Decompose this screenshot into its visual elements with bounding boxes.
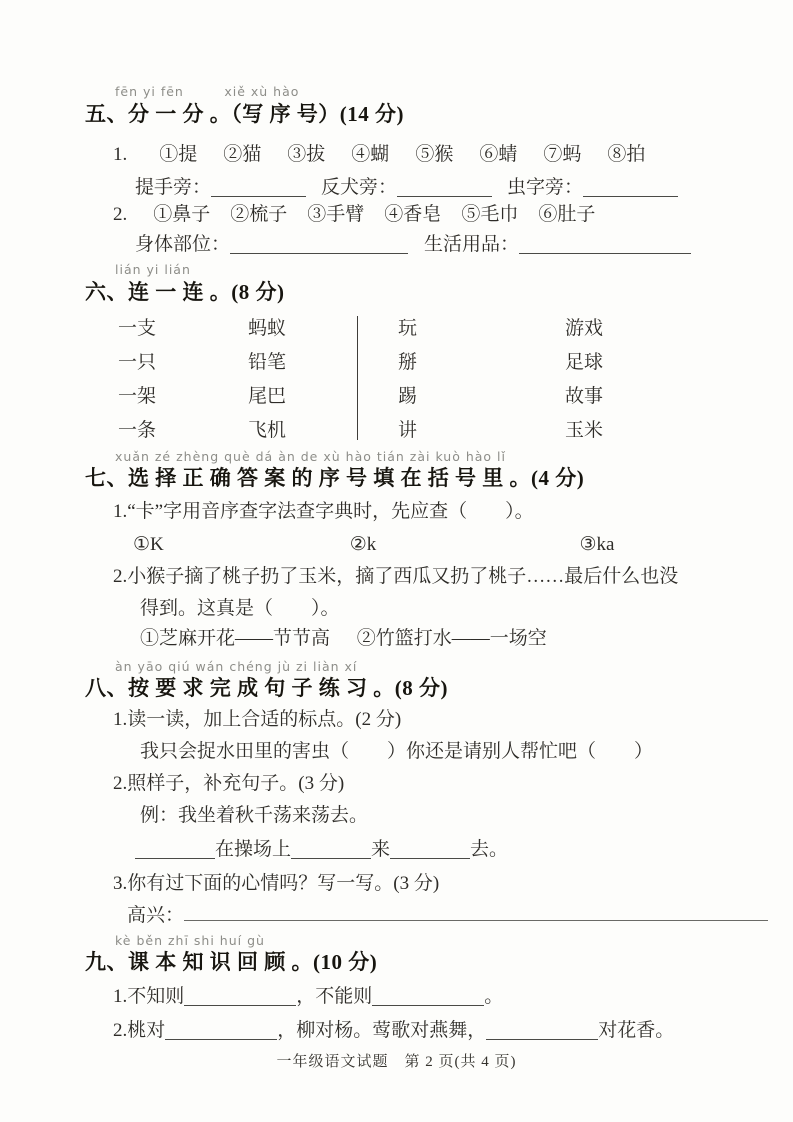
option-2: ②k [349,534,377,555]
sentence-segment: ，不能则 [296,986,373,1007]
char-option: ⑥蜻 [479,144,518,165]
char-option: ③拔 [287,144,326,165]
page-footer: 一年级语文试题 第 2 页(共 4 页) [276,1054,517,1070]
section-6-title: 六、连 一 连 。(8 分) [85,280,285,304]
match-item: 一支 [118,318,157,339]
match-col-objects [565,312,603,448]
answer-blank [372,987,484,1006]
section-8-q2-example: 例：我坐着秋千荡来荡去。 [140,805,369,826]
section-7-q2-options [140,627,547,652]
section-7-q1-options [133,533,614,558]
section-8-q3-answer-line [127,902,768,929]
answer-blank [583,178,678,197]
blank-label: 提手旁： [135,177,212,198]
char-option: ⑦蚂 [543,144,582,165]
blank-label: 生活用品： [424,234,520,255]
emotion-label: 高兴： [127,905,185,926]
match-item: 一架 [118,386,157,407]
char-option: ④蝴 [351,144,390,165]
char-option: ⑤猴 [415,144,454,165]
match-item: 踢 [398,386,418,407]
word-option: ①鼻子 [153,204,211,225]
section-8-q2-text: 2.照样子，补充句子。(3 分) [113,773,345,794]
word-option: ③手臂 [307,204,365,225]
section-6-pinyin: lián yi lián [115,262,191,277]
word-option: ④香皂 [384,204,442,225]
section-5-pinyin: fēn yi fēn xiě xù hào [115,84,300,99]
blank-label: 反犬旁： [321,177,398,198]
match-item: 一只 [118,352,157,373]
section-8-q1-sentence: 我只会捉水田里的害虫（ ）你还是请别人帮忙吧（ ） [140,741,654,762]
match-item: 掰 [398,352,418,373]
match-col-verbs [398,312,417,448]
answer-blank [291,840,371,859]
word-option: ⑥肚子 [538,204,596,225]
word-option: ②梳子 [230,204,288,225]
match-col-measure-words [118,312,156,448]
sentence-segment: 2.桃对 [113,1020,166,1041]
word-option: ⑤毛巾 [461,204,519,225]
char-option: ⑧拍 [607,144,646,165]
match-item: 玩 [398,318,418,339]
option-1: ①K [133,534,164,555]
column-divider-line [357,316,358,440]
answer-blank [390,840,470,859]
match-item: 游戏 [565,318,604,339]
match-item: 飞机 [248,420,287,441]
question-number: 2. [113,204,128,225]
section-9-q2 [113,1019,674,1044]
answer-blank [486,1021,598,1040]
answer-blank [165,1021,277,1040]
question-number: 1. [113,144,128,165]
option-1: ①芝麻开花——节节高 [140,628,331,649]
char-option: ②猫 [223,144,262,165]
page-content [85,0,768,1122]
answer-blank [184,987,296,1006]
answer-blank [184,902,768,921]
match-item: 玉米 [565,420,604,441]
section-9-q1 [113,985,503,1010]
section-8-pinyin: àn yāo qiú wán chéng jù zi liàn xí [115,659,358,674]
match-col-nouns [248,312,286,448]
option-3: ③ka [579,534,615,555]
section-9-pinyin: kè běn zhī shi huí gù [115,933,265,948]
section-7-title: 七、选 择 正 确 答 案 的 序 号 填 在 括 号 里 。(4 分) [85,466,585,490]
match-item: 足球 [565,352,604,373]
match-item: 蚂蚁 [248,318,287,339]
section-7-q1-text: 1.“卡”字用音序查字法查字典时，先应查（ ）。 [113,501,534,522]
section-8-q2-fill-line [135,838,508,863]
option-2: ②竹篮打水——一场空 [356,628,547,649]
char-option: ①提 [159,144,198,165]
sentence-segment: 1.不知则 [113,986,185,1007]
section-7-q2-line1: 2.小猴子摘了桃子扔了玉米，摘了西瓜又扔了桃子……最后什么也没 [113,566,679,587]
section-5-q2-items [113,203,595,228]
sentence-segment: ，柳对杨。莺歌对燕舞， [277,1020,487,1041]
answer-blank [135,840,215,859]
fill-segment: 去。 [470,839,509,860]
answer-blank [230,235,408,254]
match-item: 铅笔 [248,352,287,373]
match-item: 尾巴 [248,386,287,407]
section-7-q2-line2: 得到。这真是（ ）。 [140,598,340,619]
match-item: 讲 [398,420,418,441]
answer-blank [211,178,306,197]
section-5-title: 五、分 一 分 。（写 序 号）(14 分) [85,102,404,126]
section-8-q1-text: 1.读一读，加上合适的标点。(2 分) [113,709,402,730]
section-5-q1-items [113,143,645,168]
blank-label: 虫字旁： [507,177,584,198]
section-8-q3-text: 3.你有过下面的心情吗？写一写。(3 分) [113,873,440,894]
section-5-q2-blanks [135,233,691,258]
fill-segment: 来 [371,839,391,860]
section-8-title: 八、按 要 求 完 成 句 子 练 习 。(8 分) [85,676,448,700]
fill-segment: 在操场上 [215,839,292,860]
answer-blank [519,235,691,254]
matching-exercise [85,312,768,452]
section-9-title: 九、课 本 知 识 回 顾 。(10 分) [85,950,378,974]
match-item: 一条 [118,420,157,441]
match-item: 故事 [565,386,604,407]
blank-label: 身体部位： [135,234,231,255]
sentence-segment: 对花香。 [598,1020,675,1041]
answer-blank [397,178,492,197]
section-7-pinyin: xuǎn zé zhèng què dá àn de xù hào tián zài kuò hào lǐ [115,449,506,464]
section-5-q1-blanks [135,176,678,201]
sentence-segment: 。 [484,986,504,1007]
